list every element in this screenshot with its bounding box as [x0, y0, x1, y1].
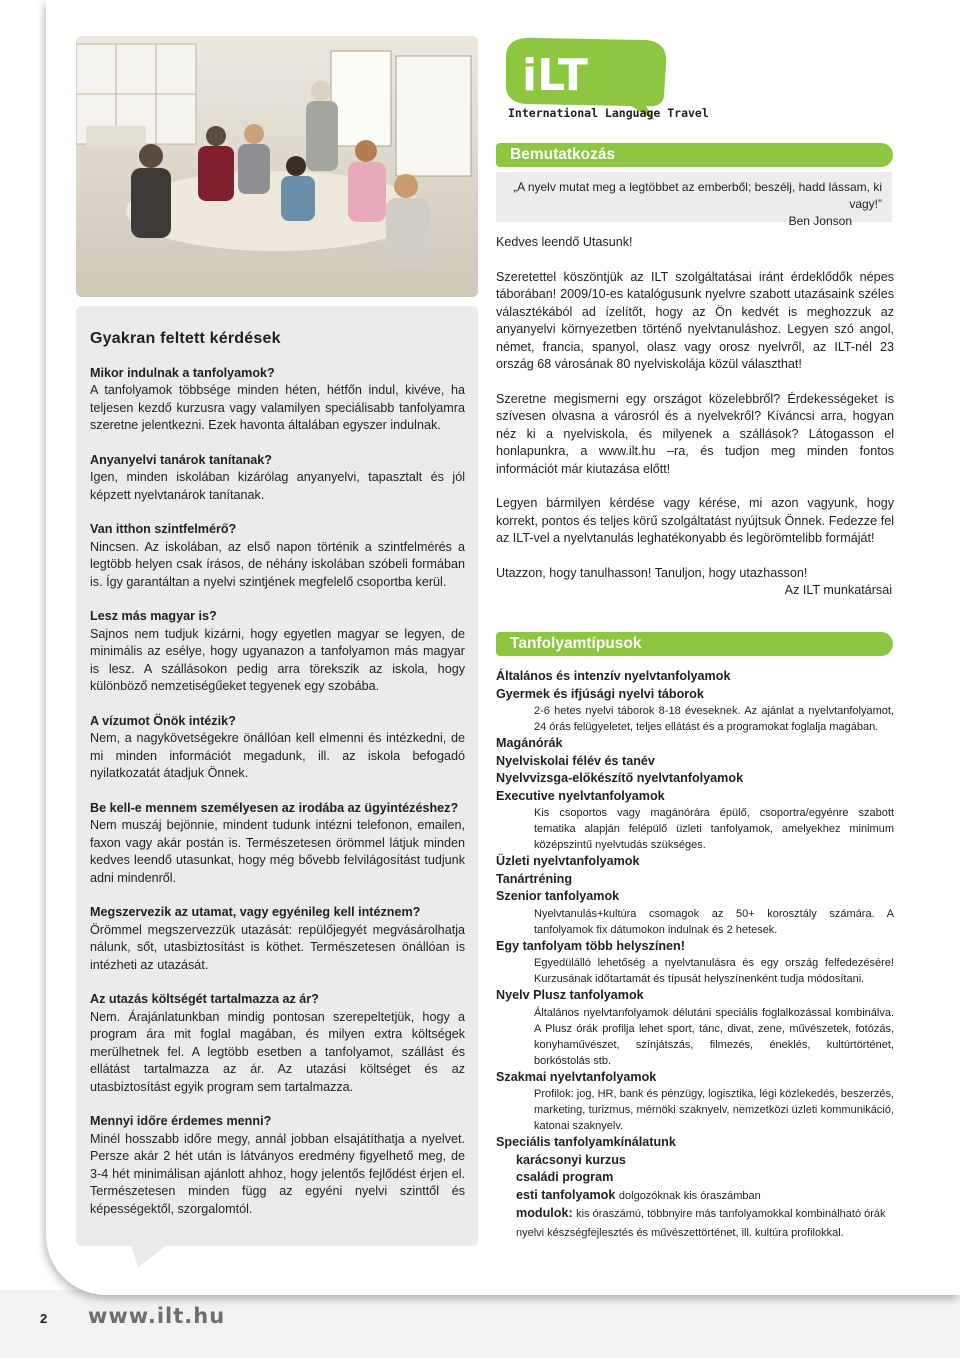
course-type-description: Általános nyelvtanfolyamok délutáni speciális foglalkozással kombinálva. A Plusz órák profilja lehet sport, tánc, divat, zene, művészetek, fotózás, konyhaművészet, színjátszás, filmezés, éneklés, kultúrtörténet, borkóstolás stb.	[534, 1006, 894, 1067]
courses-heading-bar	[496, 632, 893, 656]
special-course-item	[516, 1152, 894, 1170]
intro-heading-bar	[496, 143, 893, 167]
faq-answer: Örömmel megszervezzük utazását: repülőjegyét megvásárolhatja nálunk, sőt, utasbiztosítást is köthet. Természetesen önállóan is intézheti az utazását.	[90, 922, 465, 972]
faq-question: Mennyi időre érdemes menni?	[90, 1114, 272, 1128]
page-number: 2	[40, 1311, 48, 1326]
intro-heading: Bemutatkozás	[510, 146, 616, 163]
faq-answer: Igen, minden iskolában kizárólag anyanyelvi, tapasztalt és jól képzett nyelvtanárok tanítanak.	[90, 470, 465, 502]
logo-wordmark: iLT	[522, 50, 588, 101]
quote-text: „A nyelv mutat meg a legtöbbet az emberből; beszélj, hadd lássam, ki vagy!”	[513, 180, 882, 211]
course-type-description: 2-6 hetes nyelvi táborok 8-18 éveseknek. Az ajánlat a nyelvtanfolyamot, 24 órás felügyeletet, teljes ellátást és a programokat foglalja magában.	[534, 705, 894, 733]
faq-question: Van itthon szintfelmérő?	[90, 522, 237, 536]
course-type-title: Üzleti nyelvtanfolyamok	[496, 854, 640, 868]
intro-paragraph: Legyen bármilyen kérdése vagy kérése, mi azon vagyunk, hogy korrekt, pontos és teljes körű szolgáltatást nyújtsuk Önnek. Fedezze fel az ILT-vel a nyelvtanulás leghatékonyabb és legörömtelibb formáját!	[496, 496, 894, 545]
faq-question: A vízumot Önök intézik?	[90, 713, 236, 728]
course-type-description: Kis csoportos vagy magánórára épülő, csoportra/egyénre szabott tematika alapján felépülő üzleti tanfolyamok, amelyekhez minimum középszintű nyelvtudás szükséges.	[534, 807, 894, 851]
course-type-title: Gyermek és ifjúsági nyelvi táborok	[496, 686, 704, 701]
faq-answer: Minél hosszabb időre megy, annál jobban elsajátíthatja a nyelvet. Persze akár 2 hét után is látványos eredmény figyelhető meg, de 3-4 hét minimálisan ajánlott ahhoz, hogy jelentős fejlődést érjen el. Természetesen minden függ az egyéni nyelvi szinttől és képességektől, szorgalomtól.	[90, 1131, 465, 1216]
intro-greeting: Kedves leendő Utasunk!	[496, 235, 633, 249]
course-type-title: Nyelviskolai félév és tanév	[496, 753, 655, 768]
course-type-title: Magánórák	[496, 736, 563, 750]
course-type-description: Nyelvtanulás+kultúra csomagok az 50+ korosztály számára. A tanfolyamok fix dátumokon indulnak és 2 hetesek.	[534, 907, 894, 936]
footer-url[interactable]: www.ilt.hu	[88, 1304, 226, 1328]
special-course-description: dolgozóknak kis óraszámban	[618, 1189, 761, 1202]
faq-question: Lesz más magyar is?	[90, 609, 217, 623]
intro-paragraph: Utazzon, hogy tanulhasson! Tanuljon, hogy utazhasson!	[496, 565, 808, 580]
course-type-title: Szakmai nyelvtanfolyamok	[496, 1069, 657, 1084]
course-type-title: Szenior tanfolyamok	[496, 889, 620, 903]
special-course-title: családi program	[516, 1170, 614, 1184]
page-margin	[0, 0, 46, 1358]
course-type-title: Általános és intenzív nyelvtanfolyamok	[496, 669, 731, 683]
special-course-item	[516, 1169, 894, 1187]
course-type-title: Tanártréning	[496, 871, 573, 886]
brand-tagline: International Language Travel	[508, 106, 709, 120]
course-type-title: Nyelvvizsga-előkészítő nyelvtanfolyamok	[496, 771, 744, 785]
faq-answer: Nincsen. Az iskolában, az első napon történik a szintfelmérés a legtöbb helyen csak írásos, de néhány iskolában szóbeli formában is. Így garantáltan a nyelvi szintjének megfelelő csoportba kerül.	[90, 539, 465, 589]
intro-section	[496, 234, 894, 600]
course-type-title: Executive nyelvtanfolyamok	[496, 788, 665, 803]
faq-title: Gyakran feltett kérdések	[90, 330, 281, 347]
special-course-title: karácsonyi kurzus	[516, 1152, 626, 1167]
courses-section	[496, 668, 894, 1242]
faq-question: Megszervezik az utamat, vagy egyénileg kell intéznem?	[90, 905, 421, 919]
courses-heading: Tanfolyamtípusok	[510, 635, 642, 652]
course-type-description: Profilok: jog, HR, bank és pénzügy, logisztika, légi közlekedés, beszerzés, marketing, turizmus, mérnöki szaknyelv, nemzetközi üzleti kommunikáció, katonai szaknyelv.	[534, 1088, 894, 1132]
special-course-description: kis óraszámú, többnyire más tanfolyamokkal kombinálható órák nyelvi készségfejlesztés és művészettörténet, ill. kultúra profilokkal.	[516, 1208, 886, 1239]
course-type-title: Egy tanfolyam több helyszínen!	[496, 938, 685, 953]
faq-answer: Nem, a nagykövetségekre önállóan kell elmenni és intézkedni, de mi minden információt megadunk, ill. az iskola befogadó nyilatkozatát átadjuk Önnek.	[90, 731, 465, 780]
faq-question: Anyanyelvi tanárok tanítanak?	[90, 452, 272, 467]
intro-paragraph: Szeretne megismerni egy országot közelebbről? Érdekességeket is szívesen olvasna a városról és a nyelvekről? Kíváncsi arra, hogyan néz ki a nyelviskola, és milyenek a szállások? Látogasson el honlapunkra, a www.ilt.hu –ra, és tudjon meg minden fontos információt már kiutazása előtt!	[496, 391, 894, 476]
special-course-title: modulok:	[516, 1206, 573, 1220]
quote-author: Ben Jonson	[788, 214, 852, 228]
course-type-title: Speciális tanfolyamkínálatunk	[496, 1135, 676, 1149]
classroom-photo	[76, 36, 478, 297]
special-course-item	[516, 1187, 894, 1206]
faq-answer: A tanfolyamok többsége minden héten, hétfőn indul, kivéve, ha teljesen kezdő kurzusra vagy valamilyen speciálisabb tanfolyamra szeretne jelentkezni. Ezek havonta általában egyszer indulnak.	[90, 383, 465, 432]
faq-question: Be kell-e mennem személyesen az irodába az ügyintézéshez?	[90, 800, 459, 815]
speech-notch-icon	[130, 1243, 170, 1269]
faq-answer: Nem. Árajánlatunkban mindig pontosan szerepeltetjük, hogy a program ára mit foglal magában, és milyen extra költségek merülhetnek fel. A legtöbb esetben a tanfolyamot, szállást és ellátást tartalmazza az ár. Az utazási költséget és az utasbiztosítást egyik program sem tartalmazza.	[90, 1009, 465, 1094]
special-course-item	[516, 1205, 894, 1242]
intro-paragraph: Szeretettel köszöntjük az ILT szolgáltatásai iránt érdeklődők népes táborában! 2009/10-es katalógusunk nyelvre szabott utazásaink széles választékából ad ízelítőt, hogy az Ön kedvét is meghozzuk az anyanyelvi környezetben történő nyelvtanuláshoz. Legyen szó angol, német, francia, spanyol, olasz vagy orosz nyelvről, az ILT-nél 23 ország 68 városának 80 nyelviskolája közül választhat!	[496, 269, 894, 371]
faq-answer: Nem muszáj bejönnie, mindent tudunk intézni telefonon, emailen, faxon vagy akár postán is. Természetesen örömmel látjuk minden kedves leendő utasunkat, hogy még bővebb felvilágosítást tudjunk adni mindenről.	[90, 818, 465, 885]
course-type-title: Nyelv Plusz tanfolyamok	[496, 988, 644, 1002]
quote-box	[496, 172, 892, 228]
special-course-title: esti tanfolyamok	[516, 1187, 616, 1202]
faq-section	[90, 330, 465, 1235]
faq-question: Mikor indulnak a tanfolyamok?	[90, 365, 275, 380]
intro-signature: Az ILT munkatársai	[784, 583, 892, 597]
faq-question: Az utazás költségét tartalmazza az ár?	[90, 992, 319, 1006]
course-type-description: Egyedülálló lehetőség a nyelvtanulásra és egy ország felfedezésére! Kurzusának időtartamát és típusát helyszínenként tudja módosítani.	[534, 957, 894, 985]
faq-answer: Sajnos nem tudjuk kizárni, hogy egyetlen magyar se legyen, de minimális az esélye, hogy ugyanazon a tanfolyamon más magyar is lesz. A szállásokon pedig arra törekszik az iskola, hogy különböző nemzetiségűeket tegyenek egy szobába.	[90, 626, 465, 693]
